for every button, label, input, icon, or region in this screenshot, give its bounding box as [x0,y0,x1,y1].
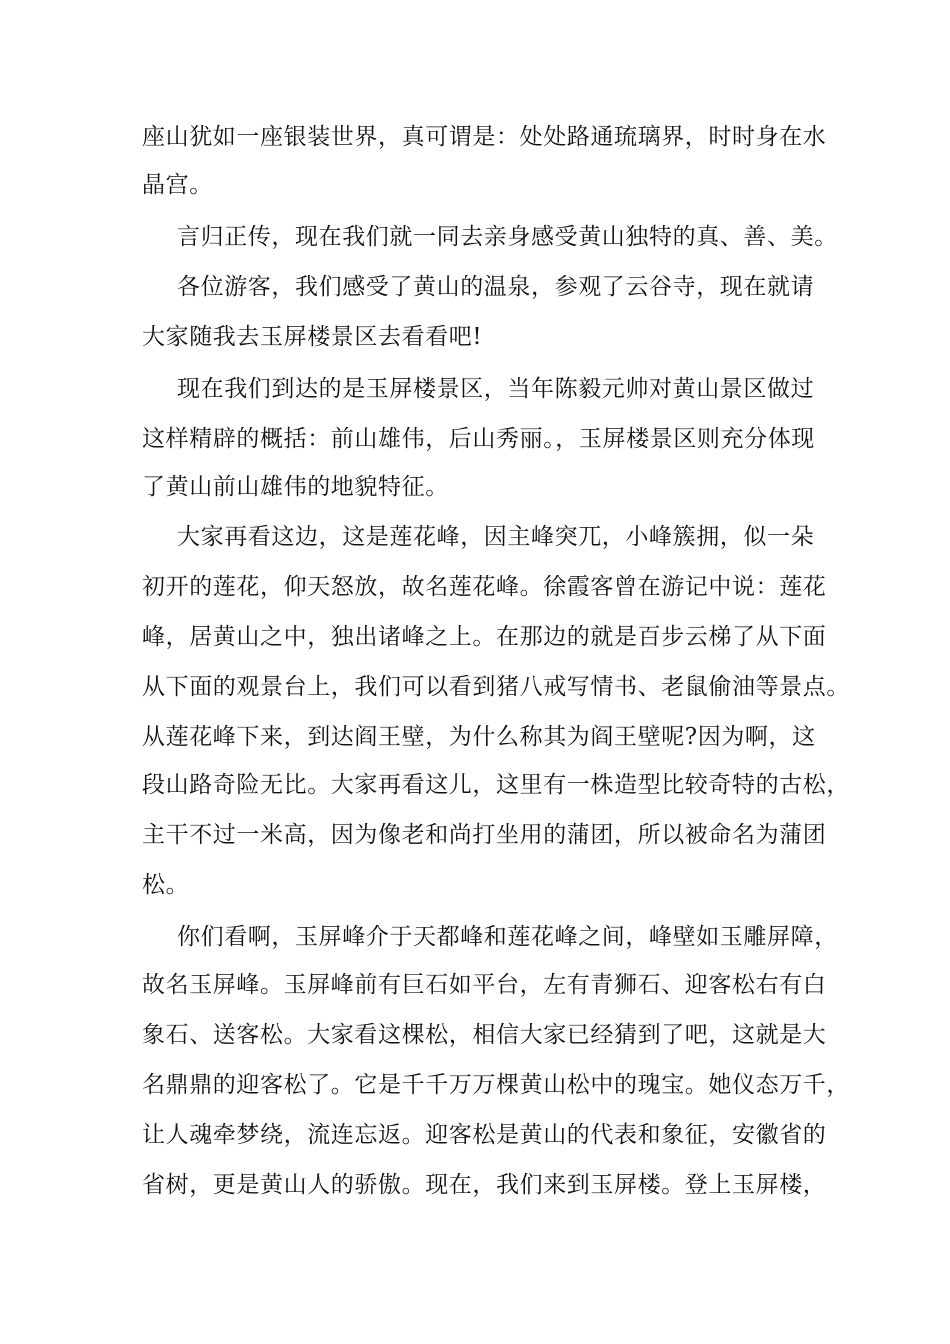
text-line: 这样精辟的概括：前山雄伟，后山秀丽。，玉屏楼景区则充分体现 [142,426,815,452]
text-line: 从莲花峰下来，到达阎王壁，为什么称其为阎王壁呢?因为啊，这 [142,724,816,750]
paragraph-first-line: 现在我们到达的是玉屏楼景区，当年陈毅元帅对黄山景区做过 [177,376,815,402]
paragraph-first-line: 你们看啊，玉屏峰介于天都峰和莲花峰之间，峰壁如玉雕屏障， [177,924,838,950]
text-line: 故名玉屏峰。玉屏峰前有巨石如平台，左有青狮石、迎客松右有白 [142,972,827,998]
text-line: 省树，更是黄山人的骄傲。现在，我们来到玉屏楼。登上玉屏楼， [142,1172,827,1198]
text-line: 名鼎鼎的迎客松了。它是千千万万棵黄山松中的瑰宝。她仪态万千， [142,1072,850,1098]
paragraph-first-line: 言归正传，现在我们就一同去亲身感受黄山独特的真、善、美。 [177,224,838,250]
text-line: 段山路奇险无比。大家再看这儿，这里有一株造型比较奇特的古松， [142,772,850,798]
text-line: 大家随我去玉屏楼景区去看看吧! [142,324,483,350]
text-line: 从下面的观景台上，我们可以看到猪八戒写情书、老鼠偷油等景点。 [142,674,850,700]
text-line: 座山犹如一座银装世界，真可谓是：处处路通琉璃界，时时身在水 [142,124,827,150]
text-line: 象石、送客松。大家看这棵松，相信大家已经猜到了吧，这就是大 [142,1022,827,1048]
text-line: 了黄山前山雄伟的地貌特征。 [142,474,449,500]
paragraph-first-line: 各位游客，我们感受了黄山的温泉，参观了云谷寺，现在就请 [177,274,815,300]
paragraph-first-line: 大家再看这边，这是莲花峰，因主峰突兀，小峰簇拥，似一朵 [177,524,815,550]
text-line: 峰，居黄山之中，独出诸峰之上。在那边的就是百步云梯了从下面 [142,624,827,650]
text-line: 让人魂牵梦绕，流连忘返。迎客松是黄山的代表和象征，安徽省的 [142,1122,827,1148]
text-line: 初开的莲花，仰天怒放，故名莲花峰。徐霞客曾在游记中说：莲花 [142,574,827,600]
text-line: 松。 [142,872,190,898]
text-line: 晶宫。 [142,172,213,198]
text-line: 主干不过一米高，因为像老和尚打坐用的蒲团，所以被命名为蒲团 [142,822,827,848]
